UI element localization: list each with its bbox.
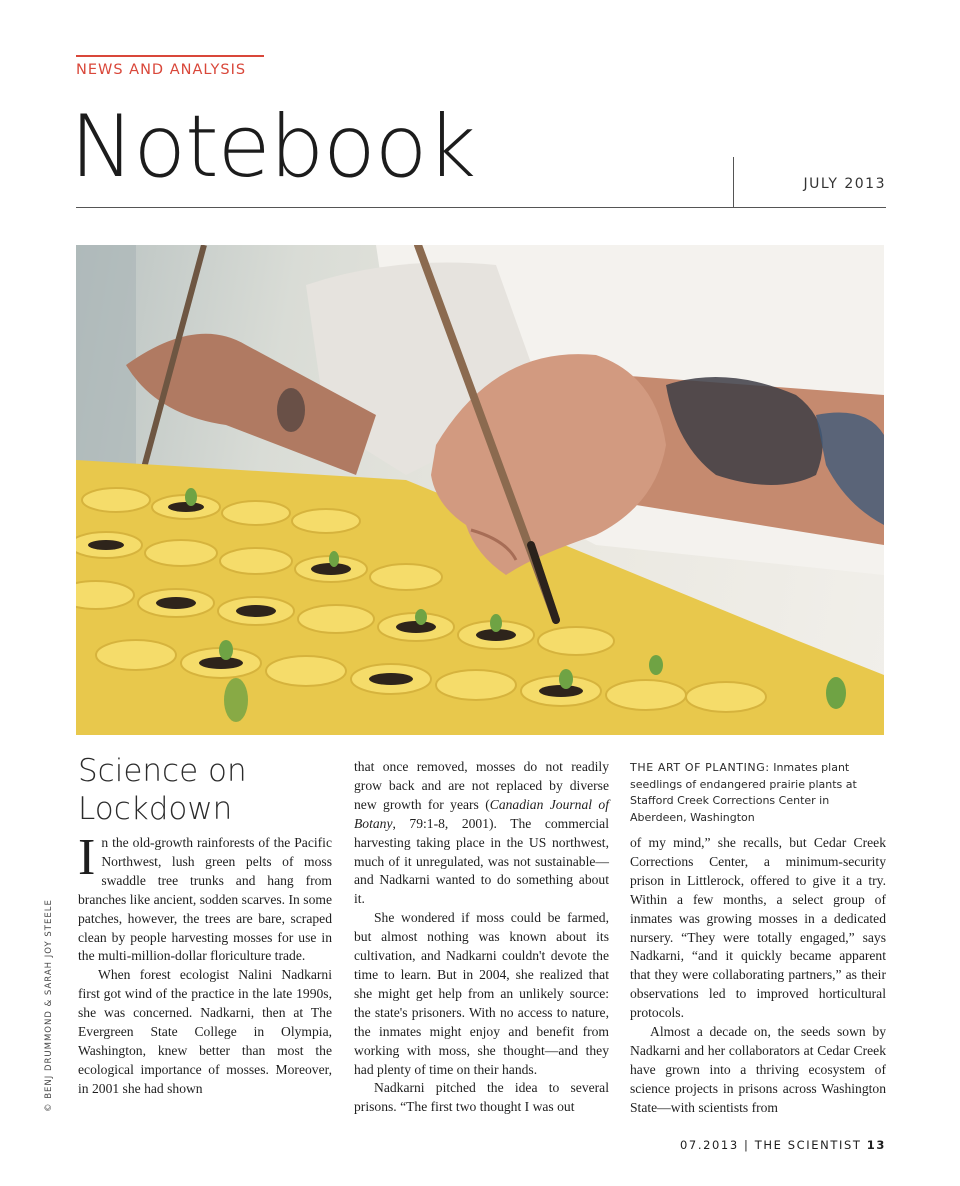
article-paragraph: of my mind,” she recalls, but Cedar Creek Corrections Center, a minimum-security prison in Littlerock, offered to give it a try. Within a few months, a select group of inmates was growing mosses in a dedicated nursery. “They were totally engaged,” says Nadkarni, “and it quickly became apparent that they were collaborating partners,” as their observations led to improved horticultural protocols. xyxy=(630,835,886,1021)
seedling-planting-illustration xyxy=(76,245,884,735)
article-paragraph: In the old-growth rainforests of the Pacific Northwest, lush green pelts of moss swaddle tree trunks and hang from branches like ancient, sodden scarves. In some patches, however, the trees are bare, scraped clean by people harvesting mosses for use in the multi-million-dollar floriculture trade. xyxy=(78,829,332,964)
journal-citation: Canadian Journal of Botany xyxy=(354,796,609,831)
photo-credit: © BENJ DRUMMOND & SARAH JOY STEELE xyxy=(44,899,54,1112)
article-headline: Science on Lockdown xyxy=(78,753,247,827)
page-title: Notebook xyxy=(70,97,476,197)
section-rule xyxy=(76,55,264,57)
drop-cap: I xyxy=(78,829,96,886)
masthead-divider xyxy=(733,157,734,207)
caption-heading: THE ART OF PLANTING: xyxy=(630,761,770,774)
lead-photo xyxy=(76,245,884,735)
article-column-1 xyxy=(78,829,332,1099)
page-footer xyxy=(680,1138,886,1152)
article-paragraph: Almost a decade on, the seeds sown by Nadkarni and her collaborators at Cedar Creek have grown into a thriving ecosystem of science projects in prisons across Washington State—with scientists from xyxy=(630,1024,886,1115)
section-label: NEWS AND ANALYSIS xyxy=(76,62,247,78)
footer-issue: 07.2013 xyxy=(680,1138,739,1152)
footer-separator: | xyxy=(744,1138,750,1152)
article-column-2 xyxy=(354,758,609,1117)
article-paragraph: Nadkarni pitched the idea to several prisons. “The first two thought I was out xyxy=(354,1080,609,1115)
article-paragraph: She wondered if moss could be farmed, but almost nothing was known about its cultivation, and Nadkarni couldn't devote the time to learn. But in 2004, she realized that she might get help from an unlikely source: the state's prisoners. With no access to nature, the inmates might enjoy and benefit from working with moss, she thought—and they had plenty of time on their hands. xyxy=(354,910,609,1077)
article-paragraph: When forest ecologist Nalini Nadkarni first got wind of the practice in the late 1990s, she was concerned. Nadkarni, then at The Evergreen State College in Olympia, Washington, knew better than most the ecological importance of mosses. Moreover, in 2001 she had shown xyxy=(78,967,332,1096)
photo-caption xyxy=(630,760,886,826)
article-column-3 xyxy=(630,834,886,1118)
issue-date: JULY 2013 xyxy=(803,176,886,192)
caption-text: Inmates plant seedlings of endangered prairie plants at Stafford Creek Corrections Center in Aberdeen, Washington xyxy=(630,761,857,824)
page-number: 13 xyxy=(866,1138,886,1152)
footer-magazine: THE SCIENTIST xyxy=(754,1138,862,1152)
article-paragraph: that once removed, mosses do not readily grow back and are not replaced by diverse new growth for years (Canadian Journal of Botany, 79:1-8, 2001). The commercial harvesting taking place in the US northwest, much of it unregulated, was not sustainable—and Nadkarni wanted to do something about it. xyxy=(354,759,609,907)
masthead-rule xyxy=(76,207,886,208)
